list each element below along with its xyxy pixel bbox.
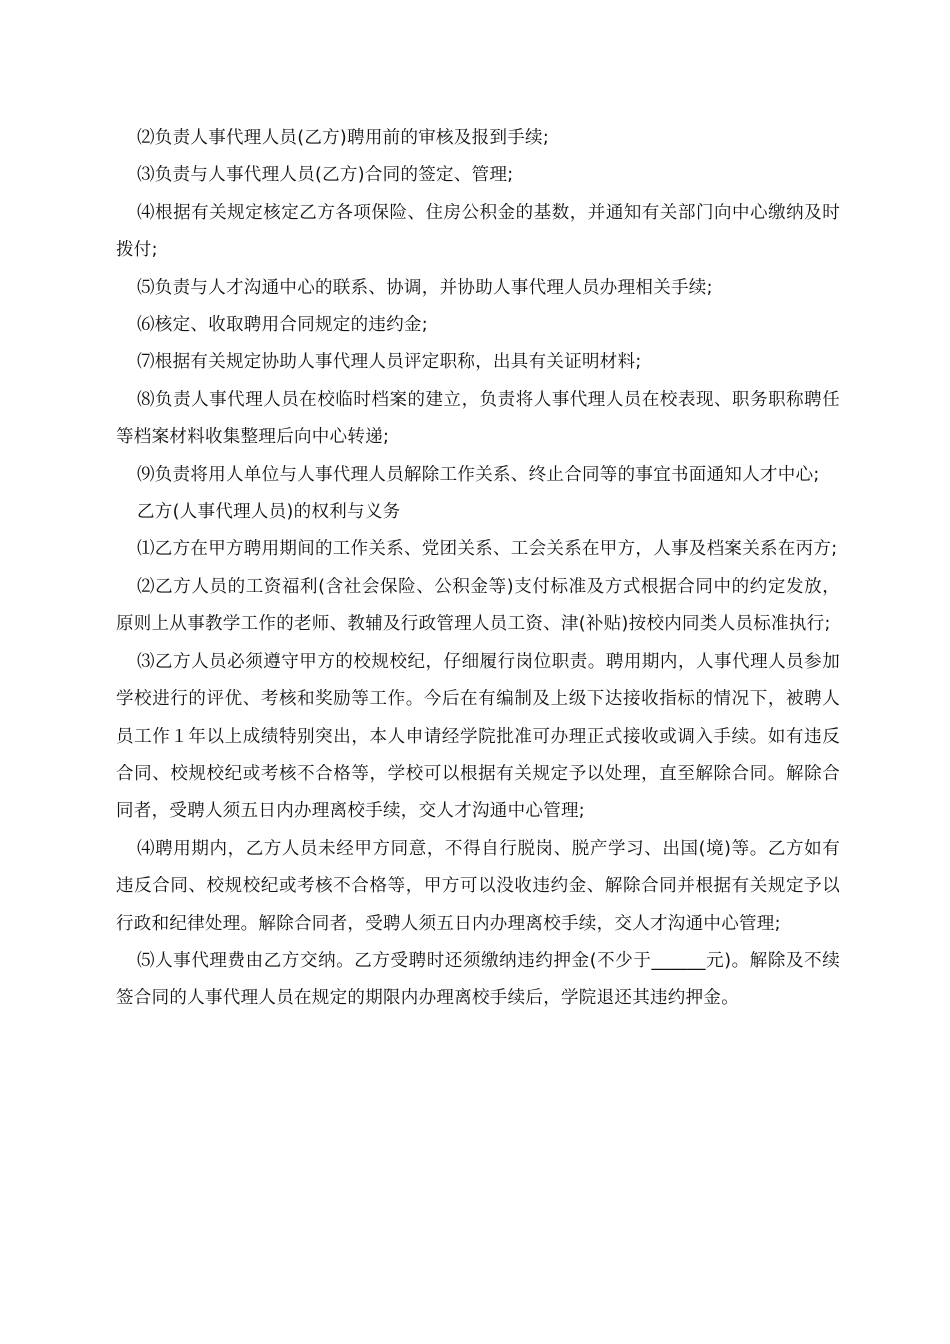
paragraph-item-6: ⑹核定、收取聘用合同规定的违约金;: [137, 315, 428, 336]
section-heading-party-b: 乙方(人事代理人员)的权利与义务: [137, 502, 401, 523]
paragraph-item-7: ⑺根据有关规定协助人事代理人员评定职称，出具有关证明材料;: [137, 352, 642, 373]
party-b-item-4: ⑷聘用期内，乙方人员未经甲方同意，不得自行脱岗、脱产学习、出国(境)等。乙方如有违反合同、校规校纪或考核不合格等，甲方可以没收违约金、解除合同并根据有关规定予以行政和纪律处理。解除合同者，受聘人须五日内办理离校手续，交人才沟通中心管理;: [116, 838, 840, 934]
party-b-item-3: ⑶乙方人员必须遵守甲方的校规校纪，仔细履行岗位职责。聘用期内，人事代理人员参加学校进行的评优、考核和奖励等工作。今后在有编制及上级下达接收指标的情况下，被聘人员工作１年以上成绩特别突出，本人申请经学院批准可办理正式接收或调入手续。如有违反合同、校规校纪或考核不合格等，学校可以根据有关规定予以处理，直至解除合同。解除合同者，受聘人须五日内办理离校手续，交人才沟通中心管理;: [116, 651, 840, 822]
party-b-item-2: ⑵乙方人员的工资福利(含社会保险、公积金等)支付标准及方式根据合同中的约定发放，原则上从事教学工作的老师、教辅及行政管理人员工资、津(补贴)按校内同类人员标准执行;: [116, 576, 840, 635]
paragraph-item-9: ⑼负责将用人单位与人事代理人员解除工作关系、终止合同等的事宜书面通知人才中心;: [137, 464, 820, 485]
paragraph-item-5: ⑸负责与人才沟通中心的联系、协调，并协助人事代理人员办理相关手续;: [137, 277, 713, 298]
party-b-item-5: ⑸人事代理费由乙方交纳。乙方受聘时还须缴纳违约押金(不少于______元)。解除及不续签合同的人事代理人员在规定的期限内办理离校手续后，学院退还其违约押金。: [116, 950, 840, 1009]
document-body: [116, 120, 840, 1018]
party-b-item-1: ⑴乙方在甲方聘用期间的工作关系、党团关系、工会关系在甲方，人事及档案关系在丙方;: [137, 539, 838, 560]
paragraph-item-8: ⑻负责人事代理人员在校临时档案的建立，负责将人事代理人员在校表现、职务职称聘任等档案材料收集整理后向中心转递;: [116, 389, 840, 448]
paragraph-item-2: ⑵负责人事代理人员(乙方)聘用前的审核及报到手续;: [137, 128, 550, 148]
paragraph-item-4: ⑷根据有关规定核定乙方各项保险、住房公积金的基数，并通知有关部门向中心缴纳及时拨付;: [116, 202, 840, 261]
paragraph-item-3: ⑶负责与人事代理人员(乙方)合同的签定、管理;: [137, 165, 514, 186]
